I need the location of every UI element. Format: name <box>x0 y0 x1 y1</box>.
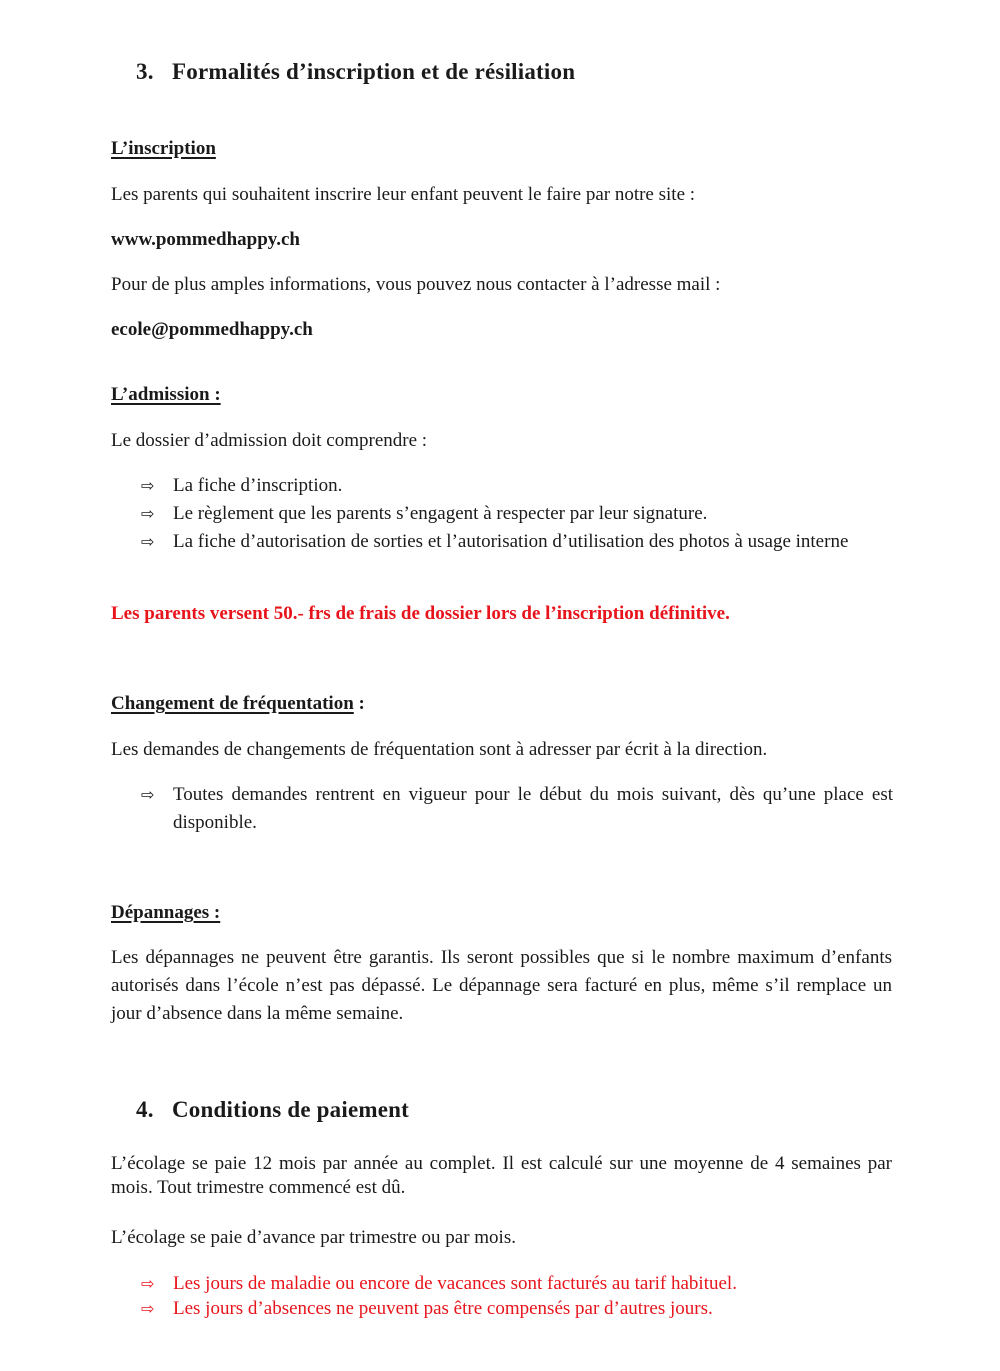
depannages-heading <box>111 902 220 924</box>
contact-text: Pour de plus amples informations, vous pouvez nous contacter à l’adresse mail : <box>111 274 721 295</box>
admission-intro: Le dossier d’admission doit comprendre : <box>111 430 428 451</box>
list-item-text: La fiche d’inscription. <box>173 475 343 496</box>
section-title-text: Formalités d’inscription et de résiliation <box>172 59 576 84</box>
arrow-right-icon: ⇨ <box>141 1274 155 1293</box>
inscription-heading-text: L’inscription <box>111 138 216 159</box>
depannages-heading-text: Dépannages : <box>111 902 221 923</box>
arrow-right-icon: ⇨ <box>141 1299 155 1318</box>
admission-heading-text: L’admission : <box>111 384 221 405</box>
list-item-text: La fiche d’autorisation de sorties et l’autorisation d’utilisation des photos à usage interne <box>173 531 849 552</box>
arrow-right-icon: ⇨ <box>141 785 155 804</box>
list-item-text: Toutes demandes rentrent en vigueur pour le début du mois suivant, dès qu’une place est disponible. <box>173 784 893 833</box>
list-item <box>141 528 901 584</box>
fee-notice: Les parents versent 50.- frs de frais de dossier lors de l’inscription définitive. <box>111 603 730 624</box>
changement-heading-colon: : <box>353 693 365 714</box>
list-item-text: Les jours de maladie ou encore de vacances sont facturés au tarif habituel. <box>173 1273 737 1294</box>
arrow-right-icon: ⇨ <box>141 476 155 495</box>
list-item <box>141 500 901 528</box>
section-3-title <box>136 59 575 85</box>
section-number: 3. <box>136 59 154 84</box>
depannages-text: Les dépannages ne peuvent être garantis. Ils seront possibles que si le nombre maximum d’enfants autorisés dans l’école n’est pas dépassé. Le dépannage sera facturé en plus, même s’il remplace un jour d’absence dans la même semaine. <box>111 947 892 1024</box>
changement-text: Les demandes de changements de fréquentation sont à adresser par écrit à la direction. <box>111 739 768 760</box>
admission-heading <box>111 384 221 406</box>
section-number: 4. <box>136 1097 154 1122</box>
changement-heading <box>111 693 365 715</box>
list-item <box>141 472 901 500</box>
website-link[interactable]: www.pommedhappy.ch <box>111 229 300 250</box>
changement-heading-text: Changement de fréquentation <box>111 693 354 714</box>
list-item-text: Les jours d’absences ne peuvent pas être compensés par d’autres jours. <box>173 1298 713 1319</box>
inscription-text: Les parents qui souhaitent inscrire leur enfant peuvent le faire par notre site : <box>111 184 696 205</box>
payment-text: L’écolage se paie 12 mois par année au complet. Il est calculé sur une moyenne de 4 semaines par mois. Tout trimestre commencé est dû. <box>111 1153 892 1198</box>
arrow-right-icon: ⇨ <box>141 504 155 523</box>
section-4-title <box>136 1097 409 1123</box>
inscription-heading <box>111 138 216 160</box>
list-item <box>141 1297 901 1321</box>
email-link[interactable]: ecole@pommedhappy.ch <box>111 319 313 340</box>
payment-advance-text: L’écolage se paie d’avance par trimestre ou par mois. <box>111 1227 516 1248</box>
section-title-text: Conditions de paiement <box>172 1097 409 1122</box>
arrow-right-icon: ⇨ <box>141 532 155 551</box>
list-item-text: Le règlement que les parents s’engagent à respecter par leur signature. <box>173 503 708 524</box>
list-item <box>141 1272 901 1296</box>
list-item <box>141 781 901 837</box>
